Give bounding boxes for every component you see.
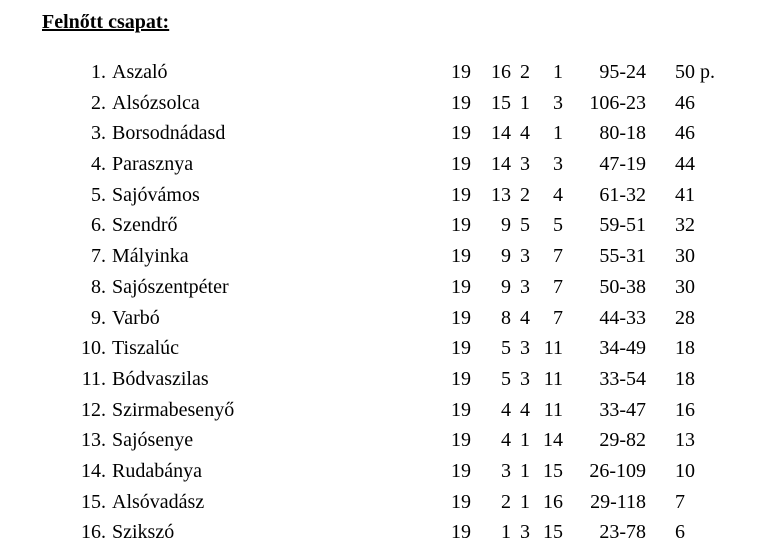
matches-drawn: 4 — [520, 122, 530, 145]
matches-drawn: 2 — [520, 183, 530, 206]
matches-lost: 11 — [543, 398, 563, 421]
team-name: Aszaló — [112, 61, 168, 83]
team-name: Mályinka — [112, 245, 189, 268]
goal-difference: 61-32 — [599, 183, 646, 206]
rank: 10. — [81, 337, 106, 360]
matches-lost: 11 — [543, 337, 563, 360]
matches-played: 19 — [451, 429, 471, 452]
matches-drawn: 4 — [520, 398, 530, 421]
standings-table — [0, 57, 760, 548]
points: 32 — [675, 214, 695, 237]
matches-won: 1 — [501, 521, 511, 544]
matches-won: 16 — [491, 61, 511, 83]
matches-drawn: 3 — [520, 153, 530, 176]
goal-difference: 23-78 — [599, 521, 646, 544]
standings-row — [0, 210, 760, 241]
rank: 8. — [91, 275, 106, 298]
standings-row — [0, 118, 760, 149]
team-name: Parasznya — [112, 153, 194, 176]
rank: 15. — [81, 490, 106, 513]
matches-won: 5 — [501, 367, 511, 390]
points: 6 — [675, 521, 685, 544]
matches-played: 19 — [451, 214, 471, 237]
matches-played: 19 — [451, 367, 471, 390]
standings-row — [0, 517, 760, 548]
matches-lost: 7 — [553, 306, 563, 329]
points: 28 — [675, 306, 695, 329]
matches-played: 19 — [451, 490, 471, 513]
team-name: Sajóvámos — [112, 183, 200, 206]
matches-played: 19 — [451, 306, 471, 329]
matches-lost: 16 — [543, 490, 563, 513]
rank: 9. — [91, 306, 106, 329]
matches-won: 8 — [501, 306, 511, 329]
points: 18 — [675, 337, 695, 360]
matches-played: 19 — [451, 153, 471, 176]
rank: 12. — [81, 398, 106, 421]
goal-difference: 106-23 — [589, 91, 646, 114]
matches-played: 19 — [451, 91, 471, 114]
rank: 11. — [81, 367, 106, 390]
matches-won: 2 — [501, 490, 511, 513]
standings-row — [0, 364, 760, 395]
matches-won: 4 — [501, 429, 511, 452]
rank: 6. — [91, 214, 106, 237]
standings-row — [0, 303, 760, 334]
rank: 4. — [91, 153, 106, 176]
points: 10 — [675, 459, 695, 482]
rank: 2. — [91, 91, 106, 114]
points: 30 — [675, 245, 695, 268]
goal-difference: 95-24 — [599, 61, 646, 83]
matches-drawn: 3 — [520, 367, 530, 390]
team-name: Tiszalúc — [112, 337, 180, 360]
matches-played: 19 — [451, 245, 471, 268]
points: 46 — [675, 122, 695, 145]
standings-row — [0, 88, 760, 119]
matches-won: 9 — [501, 275, 511, 298]
matches-played: 19 — [451, 337, 471, 360]
matches-drawn: 5 — [520, 214, 530, 237]
matches-lost: 15 — [543, 521, 563, 544]
points: 7 — [675, 490, 685, 513]
matches-played: 19 — [451, 521, 471, 544]
rank: 5. — [91, 183, 106, 206]
matches-played: 19 — [451, 398, 471, 421]
matches-drawn: 3 — [520, 245, 530, 268]
goal-difference: 29-82 — [599, 429, 646, 452]
team-name: Alsóvadász — [112, 490, 205, 513]
matches-drawn: 4 — [520, 306, 530, 329]
team-name: Alsózsolca — [112, 91, 200, 114]
team-name: Borsodnádasd — [112, 122, 226, 145]
standings-row — [0, 149, 760, 180]
team-name: Sajósenye — [112, 429, 194, 452]
team-name: Rudabánya — [112, 459, 202, 482]
standings-row — [0, 456, 760, 487]
points: 44 — [675, 153, 695, 176]
goal-difference: 26-109 — [589, 459, 646, 482]
matches-played: 19 — [451, 61, 471, 83]
goal-difference: 33-54 — [599, 367, 646, 390]
matches-won: 9 — [501, 214, 511, 237]
rank: 1. — [91, 61, 106, 83]
points: 30 — [675, 275, 695, 298]
goal-difference: 33-47 — [599, 398, 646, 421]
matches-lost: 15 — [543, 459, 563, 482]
points: 46 — [675, 91, 695, 114]
points: 16 — [675, 398, 695, 421]
standings-row — [0, 272, 760, 303]
matches-lost: 1 — [553, 61, 563, 83]
matches-drawn: 1 — [520, 429, 530, 452]
matches-won: 3 — [501, 459, 511, 482]
matches-played: 19 — [451, 122, 471, 145]
matches-drawn: 3 — [520, 521, 530, 544]
matches-lost: 3 — [553, 91, 563, 114]
points: 13 — [675, 429, 695, 452]
matches-lost: 3 — [553, 153, 563, 176]
rank: 14. — [81, 459, 106, 482]
team-name: Sajószentpéter — [112, 275, 229, 298]
matches-won: 15 — [491, 91, 511, 114]
matches-drawn: 3 — [520, 337, 530, 360]
matches-won: 9 — [501, 245, 511, 268]
goal-difference: 55-31 — [599, 245, 646, 268]
points: 18 — [675, 367, 695, 390]
matches-played: 19 — [451, 275, 471, 298]
matches-lost: 7 — [553, 245, 563, 268]
matches-lost: 4 — [553, 183, 563, 206]
team-name: Szendrő — [112, 214, 178, 237]
goal-difference: 50-38 — [599, 275, 646, 298]
matches-won: 14 — [491, 153, 511, 176]
standings-row — [0, 487, 760, 518]
matches-won: 5 — [501, 337, 511, 360]
matches-lost: 7 — [553, 275, 563, 298]
standings-row — [0, 57, 760, 88]
rank: 7. — [91, 245, 106, 268]
matches-drawn: 1 — [520, 459, 530, 482]
rank: 16. — [81, 521, 106, 544]
rank: 3. — [91, 122, 106, 145]
goal-difference: 34-49 — [599, 337, 646, 360]
goal-difference: 59-51 — [599, 214, 646, 237]
matches-drawn: 3 — [520, 275, 530, 298]
matches-won: 14 — [491, 122, 511, 145]
goal-difference: 44-33 — [599, 306, 646, 329]
matches-lost: 14 — [543, 429, 563, 452]
matches-lost: 11 — [543, 367, 563, 390]
matches-drawn: 1 — [520, 91, 530, 114]
matches-played: 19 — [451, 183, 471, 206]
standings-row — [0, 241, 760, 272]
team-name: Szirmabesenyő — [112, 398, 235, 421]
standings-row — [0, 425, 760, 456]
goal-difference: 47-19 — [599, 153, 646, 176]
points: 50 p. — [675, 61, 715, 83]
matches-lost: 5 — [553, 214, 563, 237]
matches-won: 4 — [501, 398, 511, 421]
matches-drawn: 1 — [520, 490, 530, 513]
matches-lost: 1 — [553, 122, 563, 145]
page-heading: Felnőtt csapat: — [42, 11, 170, 33]
points: 41 — [675, 183, 695, 206]
team-name: Varbó — [112, 306, 160, 329]
team-name: Szikszó — [112, 521, 175, 544]
team-name: Bódvaszilas — [112, 367, 209, 390]
matches-won: 13 — [491, 183, 511, 206]
matches-drawn: 2 — [520, 61, 530, 83]
goal-difference: 80-18 — [599, 122, 646, 145]
standings-row — [0, 395, 760, 426]
standings-row — [0, 333, 760, 364]
matches-played: 19 — [451, 459, 471, 482]
rank: 13. — [81, 429, 106, 452]
goal-difference: 29-118 — [590, 490, 646, 513]
standings-row — [0, 180, 760, 211]
